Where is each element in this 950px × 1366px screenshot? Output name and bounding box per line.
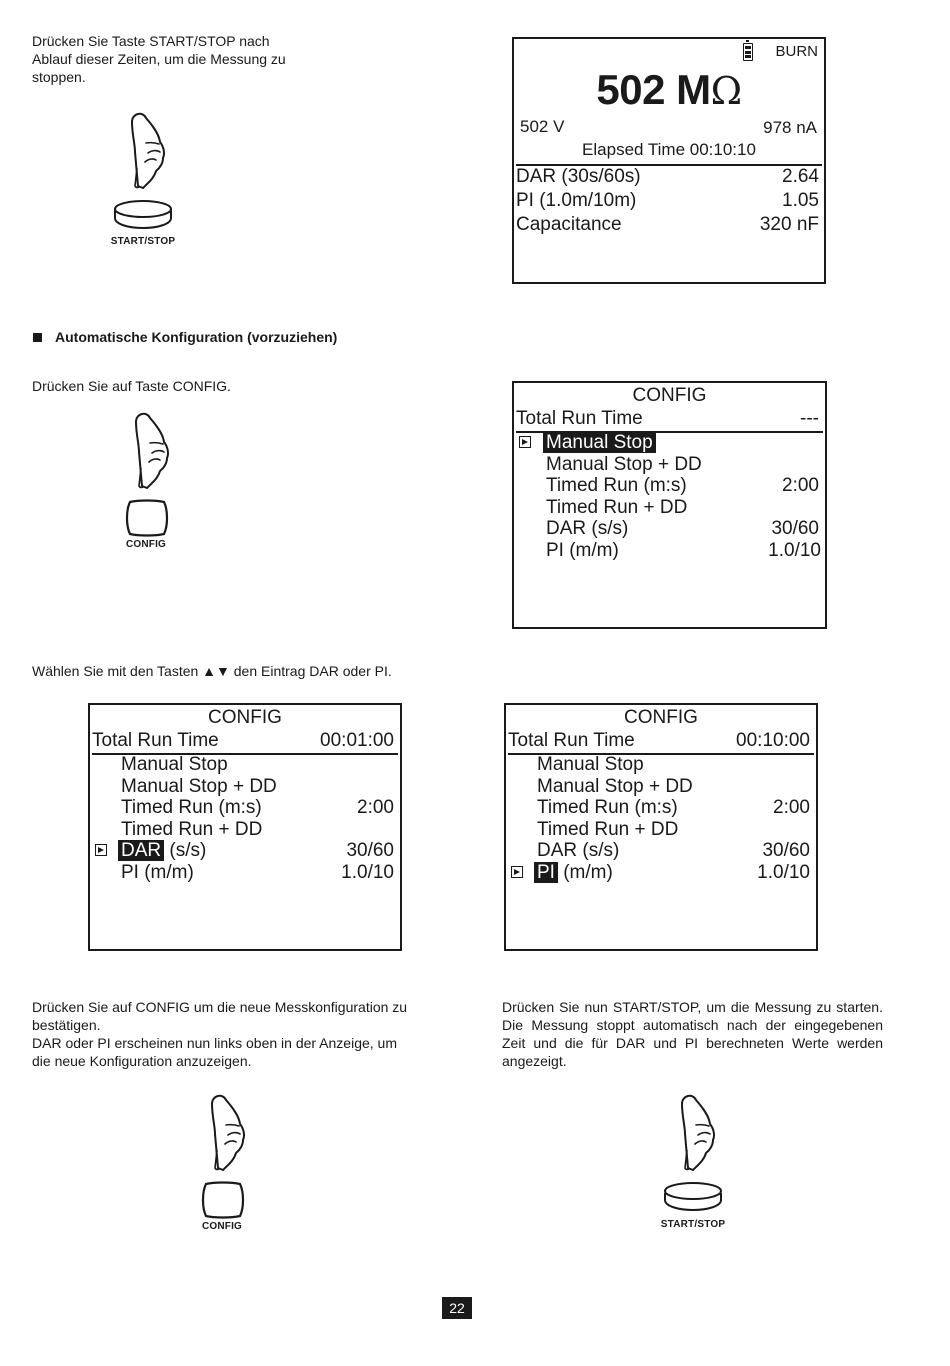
menu-item-dar[interactable]: DAR (s/s) 30/60 bbox=[92, 840, 398, 862]
mode-label: BURN bbox=[775, 43, 818, 60]
selection-cursor-icon bbox=[95, 844, 107, 856]
menu-item-timed-run-dd[interactable]: Timed Run + DD bbox=[121, 819, 263, 840]
menu-item-manual-stop[interactable]: Manual Stop bbox=[516, 432, 823, 454]
total-run-time-row: Total Run Time 00:10:00 bbox=[508, 730, 810, 751]
menu-item-pi[interactable]: PI (m/m) 1.0/10 bbox=[546, 540, 821, 561]
elapsed-time: Elapsed Time 00:10:10 bbox=[582, 140, 756, 159]
selection-cursor-icon bbox=[519, 436, 531, 448]
menu-item-timed-run-dd[interactable]: Timed Run + DD bbox=[537, 819, 679, 840]
config-key-label: CONFIG bbox=[201, 1221, 243, 1232]
finger-press-config-icon bbox=[188, 1090, 258, 1220]
menu-item-timed-run[interactable]: Timed Run (m:s) 2:00 bbox=[537, 797, 810, 818]
menu-item-manual-stop[interactable]: Manual Stop bbox=[121, 754, 228, 775]
square-bullet-icon bbox=[33, 333, 42, 342]
current-value: 978 nA bbox=[763, 118, 817, 137]
battery-icon bbox=[743, 43, 753, 61]
lcd-burn-screen bbox=[512, 37, 826, 284]
start-stop-key-label: START/STOP bbox=[110, 236, 176, 247]
menu-item-pi[interactable]: PI (m/m) 1.0/10 bbox=[121, 862, 394, 883]
config-press-text: Drücken Sie auf Taste CONFIG. bbox=[32, 378, 231, 394]
instruction-stop-text: Drücken Sie Taste START/STOP nach Ablauf dieser Zeiten, um die Messung zu stoppen. bbox=[32, 33, 286, 85]
reading-row-dar: DAR (30s/60s) 2.64 bbox=[516, 166, 819, 187]
reading-row-pi: PI (1.0m/10m) 1.05 bbox=[516, 190, 819, 211]
screen-title: CONFIG bbox=[632, 385, 707, 406]
select-text: Wählen Sie mit den Tasten ▲▼ den Eintrag DAR oder PI. bbox=[32, 663, 392, 679]
section-heading: Automatische Konfiguration (vorzuziehen) bbox=[33, 329, 337, 345]
menu-item-manual-stop-dd[interactable]: Manual Stop + DD bbox=[121, 776, 277, 797]
screen-title: CONFIG bbox=[208, 707, 282, 728]
finger-press-start-stop-icon bbox=[658, 1090, 728, 1215]
total-run-time-row: Total Run Time 00:01:00 bbox=[92, 730, 394, 751]
selection-cursor-icon bbox=[511, 866, 523, 878]
finger-press-config-icon bbox=[112, 408, 182, 538]
menu-item-manual-stop-dd[interactable]: Manual Stop + DD bbox=[537, 776, 693, 797]
confirm-config-text: Drücken Sie auf CONFIG um die neue Messkonfiguration zu bestätigen. DAR oder PI erscheinen nun links oben in der Anzeige, um die neue Konfiguration anzuzeigen. bbox=[32, 999, 408, 1069]
menu-item-dar[interactable]: DAR (s/s) 30/60 bbox=[546, 518, 819, 539]
menu-item-manual-stop-dd[interactable]: Manual Stop + DD bbox=[546, 454, 702, 475]
lcd-config-screen-2 bbox=[88, 703, 402, 951]
resistance-reading: 502 MΩ bbox=[596, 66, 742, 113]
menu-item-pi[interactable]: PI (m/m) 1.0/10 bbox=[508, 862, 814, 884]
config-key-label: CONFIG bbox=[125, 539, 167, 550]
finger-press-start-stop-icon bbox=[108, 108, 178, 233]
menu-item-manual-stop[interactable]: Manual Stop bbox=[537, 754, 644, 775]
reading-row-capacitance: Capacitance 320 nF bbox=[516, 214, 819, 235]
screen-title: CONFIG bbox=[624, 707, 698, 728]
start-stop-key-label: START/STOP bbox=[660, 1219, 726, 1230]
page-number: 22 bbox=[442, 1297, 472, 1319]
lcd-config-screen-3 bbox=[504, 703, 818, 951]
menu-item-dar[interactable]: DAR (s/s) 30/60 bbox=[537, 840, 810, 861]
lcd-config-screen-1 bbox=[512, 381, 827, 629]
start-measurement-text: Drücken Sie nun START/STOP, um die Messung zu starten. Die Messung stoppt automatisch nach der eingegebenen Zeit und die für DAR und PI berechneten Werte werden angezeigt. bbox=[502, 999, 883, 1069]
menu-item-timed-run[interactable]: Timed Run (m:s) 2:00 bbox=[121, 797, 394, 818]
menu-item-timed-run[interactable]: Timed Run (m:s) 2:00 bbox=[546, 475, 819, 496]
voltage-value: 502 V bbox=[520, 117, 565, 136]
total-run-time-row: Total Run Time --- bbox=[516, 408, 819, 429]
menu-item-timed-run-dd[interactable]: Timed Run + DD bbox=[546, 497, 688, 518]
